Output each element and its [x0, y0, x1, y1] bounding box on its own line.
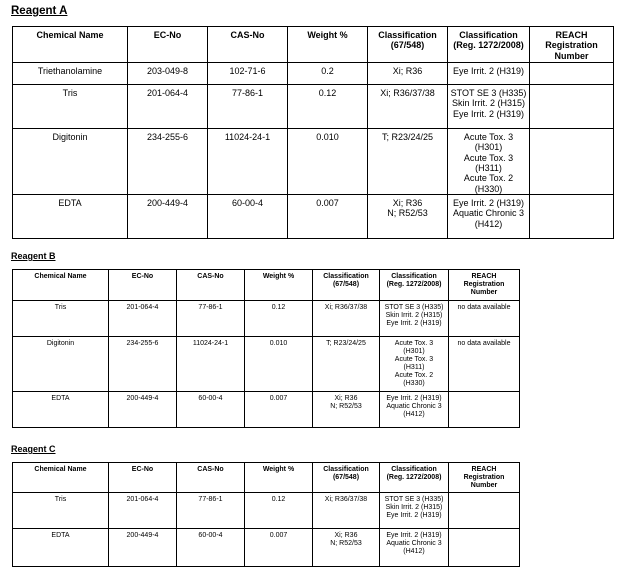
- table-row: [13, 85, 614, 129]
- ec-no-cell: 200-449-4: [109, 529, 177, 567]
- header-weight: Weight %: [245, 463, 313, 493]
- weight-cell: 0.12: [245, 493, 313, 529]
- classification-67-548-cell: Xi; R36/37/38: [313, 493, 380, 529]
- chemical-name-cell: Tris: [13, 301, 109, 337]
- cas-no-cell: 60-00-4: [177, 529, 245, 567]
- chemical-name-cell: Digitonin: [13, 337, 109, 392]
- chemical-name-cell: Digitonin: [13, 129, 128, 195]
- classification-67-548-cell: Xi; R36 N; R52/53: [313, 392, 380, 428]
- ec-no-cell: 201-064-4: [109, 301, 177, 337]
- table-row: [13, 195, 614, 239]
- header-chemical-name: Chemical Name: [13, 270, 109, 301]
- weight-cell: 0.12: [288, 85, 368, 129]
- table-row: [13, 529, 520, 567]
- header-classification-67-548: Classification (67/548): [313, 270, 380, 301]
- header-weight: Weight %: [245, 270, 313, 301]
- weight-cell: 0.010: [245, 337, 313, 392]
- header-classification-67-548: Classification (67/548): [313, 463, 380, 493]
- classification-67-548-cell: T; R23/24/25: [313, 337, 380, 392]
- classification-1272-2008-cell: Acute Tox. 3 (H301) Acute Tox. 3 (H311) Acute Tox. 2 (H330): [448, 129, 530, 195]
- reach-cell: [530, 195, 614, 239]
- header-chemical-name: Chemical Name: [13, 463, 109, 493]
- cas-no-cell: 60-00-4: [208, 195, 288, 239]
- classification-67-548-cell: Xi; R36/37/38: [368, 85, 448, 129]
- table-row: [13, 129, 614, 195]
- cas-no-cell: 77-86-1: [177, 301, 245, 337]
- chemical-name-cell: Tris: [13, 493, 109, 529]
- ec-no-cell: 234-255-6: [109, 337, 177, 392]
- classification-1272-2008-cell: STOT SE 3 (H335) Skin Irrit. 2 (H315) Eye Irrit. 2 (H319): [380, 301, 449, 337]
- ec-no-cell: 201-064-4: [128, 85, 208, 129]
- header-reach-registration: REACH Registration Number: [449, 270, 520, 301]
- reagent-a-table: [12, 26, 614, 239]
- table-row: [13, 63, 614, 85]
- header-row: [13, 463, 520, 493]
- classification-1272-2008-cell: Eye Irrit. 2 (H319) Aquatic Chronic 3 (H412): [380, 392, 449, 428]
- classification-67-548-cell: Xi; R36/37/38: [313, 301, 380, 337]
- cas-no-cell: 60-00-4: [177, 392, 245, 428]
- cas-no-cell: 77-86-1: [208, 85, 288, 129]
- cas-no-cell: 77-86-1: [177, 493, 245, 529]
- header-classification-1272-2008: Classification (Reg. 1272/2008): [380, 270, 449, 301]
- ec-no-cell: 200-449-4: [109, 392, 177, 428]
- classification-1272-2008-cell: STOT SE 3 (H335) Skin Irrit. 2 (H315) Eye Irrit. 2 (H319): [448, 85, 530, 129]
- cas-no-cell: 11024-24-1: [208, 129, 288, 195]
- table-row: [13, 493, 520, 529]
- reach-cell: [449, 493, 520, 529]
- reagent-c-table: [12, 462, 520, 567]
- reach-cell: [530, 63, 614, 85]
- header-cas-no: CAS-No: [177, 463, 245, 493]
- chemical-name-cell: EDTA: [13, 392, 109, 428]
- cas-no-cell: 102-71-6: [208, 63, 288, 85]
- classification-67-548-cell: T; R23/24/25: [368, 129, 448, 195]
- classification-1272-2008-cell: Eye Irrit. 2 (H319): [448, 63, 530, 85]
- reach-cell: [449, 529, 520, 567]
- table-row: [13, 337, 520, 392]
- classification-1272-2008-cell: Eye Irrit. 2 (H319) Aquatic Chronic 3 (H412): [448, 195, 530, 239]
- reach-cell: [449, 392, 520, 428]
- reagent-a-title: Reagent A: [11, 5, 68, 17]
- header-row: [13, 27, 614, 63]
- classification-67-548-cell: Xi; R36 N; R52/53: [313, 529, 380, 567]
- header-classification-1272-2008: Classification (Reg. 1272/2008): [380, 463, 449, 493]
- header-cas-no: CAS-No: [208, 27, 288, 63]
- cas-no-cell: 11024-24-1: [177, 337, 245, 392]
- chemical-name-cell: EDTA: [13, 529, 109, 567]
- ec-no-cell: 203-049-8: [128, 63, 208, 85]
- reach-cell: [530, 129, 614, 195]
- classification-1272-2008-cell: Eye Irrit. 2 (H319) Aquatic Chronic 3 (H412): [380, 529, 449, 567]
- classification-1272-2008-cell: Acute Tox. 3 (H301) Acute Tox. 3 (H311) Acute Tox. 2 (H330): [380, 337, 449, 392]
- classification-67-548-cell: Xi; R36: [368, 63, 448, 85]
- header-ec-no: EC-No: [109, 463, 177, 493]
- weight-cell: 0.2: [288, 63, 368, 85]
- chemical-name-cell: Triethanolamine: [13, 63, 128, 85]
- ec-no-cell: 234-255-6: [128, 129, 208, 195]
- weight-cell: 0.007: [245, 392, 313, 428]
- reach-cell: [530, 85, 614, 129]
- table-row: [13, 301, 520, 337]
- weight-cell: 0.007: [245, 529, 313, 567]
- header-classification-67-548: Classification (67/548): [368, 27, 448, 63]
- ec-no-cell: 201-064-4: [109, 493, 177, 529]
- weight-cell: 0.010: [288, 129, 368, 195]
- ec-no-cell: 200-449-4: [128, 195, 208, 239]
- header-chemical-name: Chemical Name: [13, 27, 128, 63]
- classification-1272-2008-cell: STOT SE 3 (H335) Skin Irrit. 2 (H315) Eye Irrit. 2 (H319): [380, 493, 449, 529]
- reagent-c-title: Reagent C: [11, 444, 56, 454]
- header-reach-registration: REACH Registration Number: [530, 27, 614, 63]
- header-ec-no: EC-No: [128, 27, 208, 63]
- header-reach-registration: REACH Registration Number: [449, 463, 520, 493]
- weight-cell: 0.007: [288, 195, 368, 239]
- chemical-name-cell: EDTA: [13, 195, 128, 239]
- reach-cell: no data available: [449, 337, 520, 392]
- header-weight: Weight %: [288, 27, 368, 63]
- header-cas-no: CAS-No: [177, 270, 245, 301]
- table-row: [13, 392, 520, 428]
- weight-cell: 0.12: [245, 301, 313, 337]
- chemical-name-cell: Tris: [13, 85, 128, 129]
- classification-67-548-cell: Xi; R36 N; R52/53: [368, 195, 448, 239]
- header-classification-1272-2008: Classification (Reg. 1272/2008): [448, 27, 530, 63]
- reagent-b-title: Reagent B: [11, 251, 56, 261]
- reach-cell: no data available: [449, 301, 520, 337]
- header-ec-no: EC-No: [109, 270, 177, 301]
- reagent-b-table: [12, 269, 520, 428]
- header-row: [13, 270, 520, 301]
